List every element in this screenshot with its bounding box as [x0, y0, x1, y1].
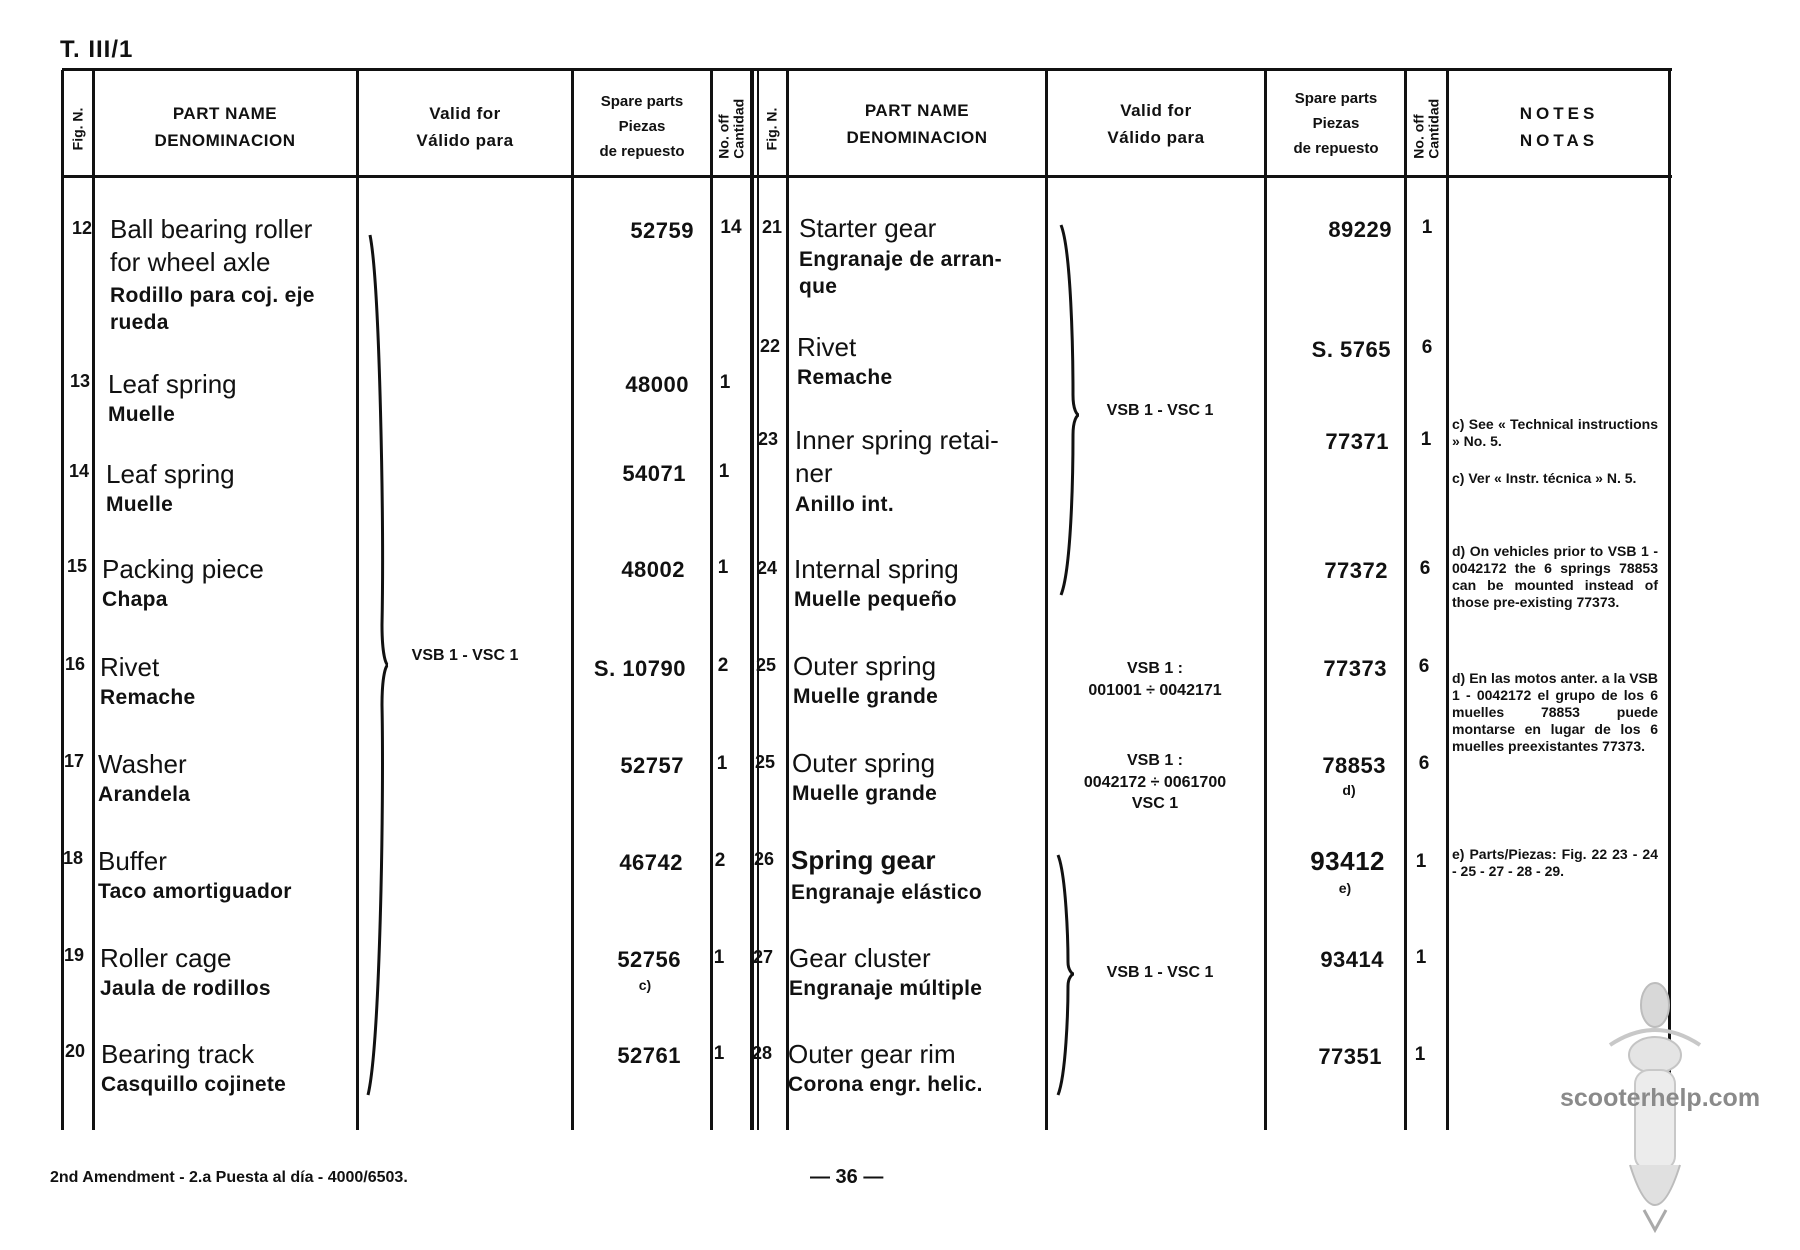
header-spare-parts-right: Spare parts Piezas de repuesto [1293, 90, 1379, 157]
part-name-es: Chapa [102, 588, 168, 611]
part-name-es: Arandela [98, 783, 191, 806]
header-valid-for-right: Valid for Válido para [1107, 101, 1205, 148]
part-name-en: Gear cluster [789, 943, 931, 973]
note-d-es: d) En las motos anter. a la VSB 1 - 0042172 el grupo de los 6 muelles 78853 puede montarse en lugar de los 6 muelles preexistantes 77373. [1452, 670, 1658, 755]
header-part-name-left: PART NAME DENOMINACION [154, 104, 296, 151]
part-name-en: Ball bearing roller for wheel axle [110, 214, 313, 277]
spare-part-number: S. 5765 [1311, 337, 1391, 362]
part-name-es: Muelle pequeño [794, 588, 957, 611]
fig-number: 14 [68, 461, 90, 481]
fig-number: 22 [759, 336, 781, 356]
quantity: 1 [713, 947, 725, 968]
fig-number: 13 [69, 371, 91, 391]
part-name-es: Engranaje múltiple [789, 977, 983, 1000]
quantity: 6 [1418, 656, 1430, 677]
note-reference: d) [1342, 782, 1356, 798]
spare-part-number: 48002 [621, 557, 685, 582]
fig-number: 28 [751, 1043, 773, 1063]
part-name-es: Muelle [106, 493, 174, 516]
part-name-en: Rivet [797, 332, 857, 362]
part-name-es: Engranaje elástico [791, 881, 982, 904]
spare-part-number: 77372 [1324, 558, 1388, 583]
header-qty-left: No. off Cantidad [715, 98, 746, 159]
part-name-en: Inner spring retai- ner [795, 425, 999, 488]
quantity: 1 [718, 461, 730, 482]
spare-part-number: 52759 [630, 218, 694, 243]
fig-number: 25 [754, 752, 776, 772]
fig-number: 20 [64, 1041, 86, 1061]
quantity: 1 [716, 753, 728, 774]
quantity: 1 [1414, 1044, 1426, 1065]
header-spare-parts-left: Spare parts Piezas de repuesto [599, 93, 685, 160]
fig-number: 25 [755, 655, 777, 675]
valid-for-row-25b: VSB 1 : 0042172 ÷ 0061700 VSC 1 [1083, 752, 1227, 813]
spare-part-number: 89229 [1328, 217, 1392, 242]
part-name-es: Anillo int. [795, 493, 894, 516]
fig-number: 17 [63, 751, 85, 771]
part-name-es: Casquillo cojinete [101, 1073, 287, 1096]
column-divider [750, 70, 754, 1130]
column-divider [710, 70, 713, 1130]
valid-for-right-group-b: VSB 1 - VSC 1 [1106, 964, 1214, 981]
quantity: 14 [720, 217, 742, 238]
spare-part-number: 93414 [1320, 947, 1384, 972]
part-name-es: Jaula de rodillos [100, 977, 271, 1000]
part-name-en: Internal spring [794, 554, 959, 584]
note-d-en: d) On vehicles prior to VSB 1 - 0042172 the 6 springs 78853 can be mounted instead of those pre-existing 77373. [1452, 543, 1658, 611]
spare-part-number: S. 10790 [593, 656, 686, 681]
quantity: 2 [717, 655, 729, 676]
fig-number: 15 [66, 556, 88, 576]
note-c-en: c) See « Technical instructions » No. 5. [1452, 416, 1658, 450]
part-name-en: Bearing track [101, 1039, 255, 1069]
header-part-name-right: PART NAME DENOMINACION [846, 101, 988, 148]
part-name-es: Corona engr. helic. [788, 1073, 983, 1096]
header-fig-left: Fig. N. [69, 107, 86, 151]
header-qty-right: No. off Cantidad [1410, 98, 1441, 159]
part-name-en: Buffer [98, 846, 167, 876]
spare-part-number: 77373 [1323, 656, 1387, 681]
valid-for-row-25a: VSB 1 : 001001 ÷ 0042171 [1088, 660, 1222, 699]
part-name-en: Starter gear [799, 213, 937, 243]
part-name-en: Outer gear rim [788, 1039, 956, 1069]
fig-number: 27 [752, 947, 774, 967]
quantity: 1 [1421, 217, 1433, 238]
part-name-en: Roller cage [100, 943, 232, 973]
fig-number: 23 [757, 429, 779, 449]
valid-for-right-group-a: VSB 1 - VSC 1 [1106, 402, 1214, 419]
fig-number: 16 [64, 654, 86, 674]
quantity: 2 [714, 850, 726, 871]
part-name-es: Rodillo para coj. eje rueda [110, 284, 315, 335]
quantity: 1 [719, 372, 731, 393]
spare-part-number: 52757 [620, 753, 684, 778]
part-name-en: Packing piece [102, 554, 264, 584]
part-name-es: Taco amortiguador [98, 880, 292, 903]
part-name-es: Muelle grande [793, 685, 939, 708]
part-name-es: Muelle [108, 403, 176, 426]
quantity: 1 [713, 1043, 725, 1064]
fig-number: 12 [71, 218, 93, 238]
spare-part-number: 52756 [617, 947, 681, 972]
part-name-en: Washer [98, 749, 187, 779]
part-name-es: Engranaje de arran- que [799, 248, 1002, 299]
page-number: — 36 — [810, 1166, 884, 1188]
column-divider [1045, 70, 1048, 1130]
column-divider [1404, 70, 1407, 1130]
quantity: 1 [1420, 429, 1432, 450]
part-name-en: Spring gear [791, 845, 936, 875]
spare-part-number: 77351 [1318, 1044, 1382, 1069]
spare-part-number: 46742 [619, 850, 683, 875]
quantity: 1 [717, 557, 729, 578]
brace-right-group-a [1053, 220, 1083, 600]
spare-part-number: 77371 [1325, 429, 1389, 454]
column-divider [1668, 70, 1671, 1130]
part-name-en: Outer spring [792, 748, 936, 778]
part-name-en: Outer spring [793, 651, 937, 681]
valid-for-left: VSB 1 - VSC 1 [411, 647, 519, 664]
note-e: e) Parts/Piezas: Fig. 22 23 - 24 - 25 - 27 - 28 - 29. [1452, 846, 1658, 880]
spare-part-number: 93412 [1310, 846, 1385, 876]
quantity: 1 [1415, 947, 1427, 968]
quantity: 6 [1418, 753, 1430, 774]
fig-number: 18 [62, 848, 84, 868]
header-bottom-border [62, 175, 1672, 178]
part-name-es: Muelle grande [792, 782, 938, 805]
header-notes: NOTES NOTAS [1519, 104, 1599, 151]
header-fig-right: Fig. N. [763, 107, 780, 151]
spare-part-number: 54071 [622, 461, 686, 486]
quantity: 1 [1415, 851, 1427, 872]
column-divider [1446, 70, 1449, 1130]
quantity: 6 [1421, 337, 1433, 358]
fig-number: 24 [756, 558, 778, 578]
note-reference: c) [638, 977, 652, 993]
watermark-text: scooterhelp.com [1560, 1084, 1761, 1112]
part-name-es: Remache [797, 366, 893, 389]
fig-number: 21 [761, 217, 783, 237]
part-name-es: Remache [100, 686, 196, 709]
spare-part-number: 78853 [1322, 753, 1386, 778]
fig-number: 19 [63, 945, 85, 965]
part-name-en: Leaf spring [106, 459, 235, 489]
column-divider [61, 70, 64, 1130]
column-divider [356, 70, 359, 1130]
spare-part-number: 48000 [625, 372, 689, 397]
part-name-en: Leaf spring [108, 369, 237, 399]
table-top-border [62, 68, 1672, 71]
spare-part-number: 52761 [617, 1043, 681, 1068]
fig-number: 26 [753, 849, 775, 869]
footer-amendment: 2nd Amendment - 2.a Puesta al día - 4000/6503. [50, 1169, 408, 1186]
part-name-en: Rivet [100, 652, 160, 682]
note-c-es: c) Ver « Instr. técnica » N. 5. [1452, 470, 1637, 486]
document-code: T. III/1 [60, 36, 134, 63]
note-reference: e) [1338, 880, 1352, 896]
header-valid-for-left: Valid for Válido para [416, 104, 514, 151]
quantity: 6 [1419, 558, 1431, 579]
